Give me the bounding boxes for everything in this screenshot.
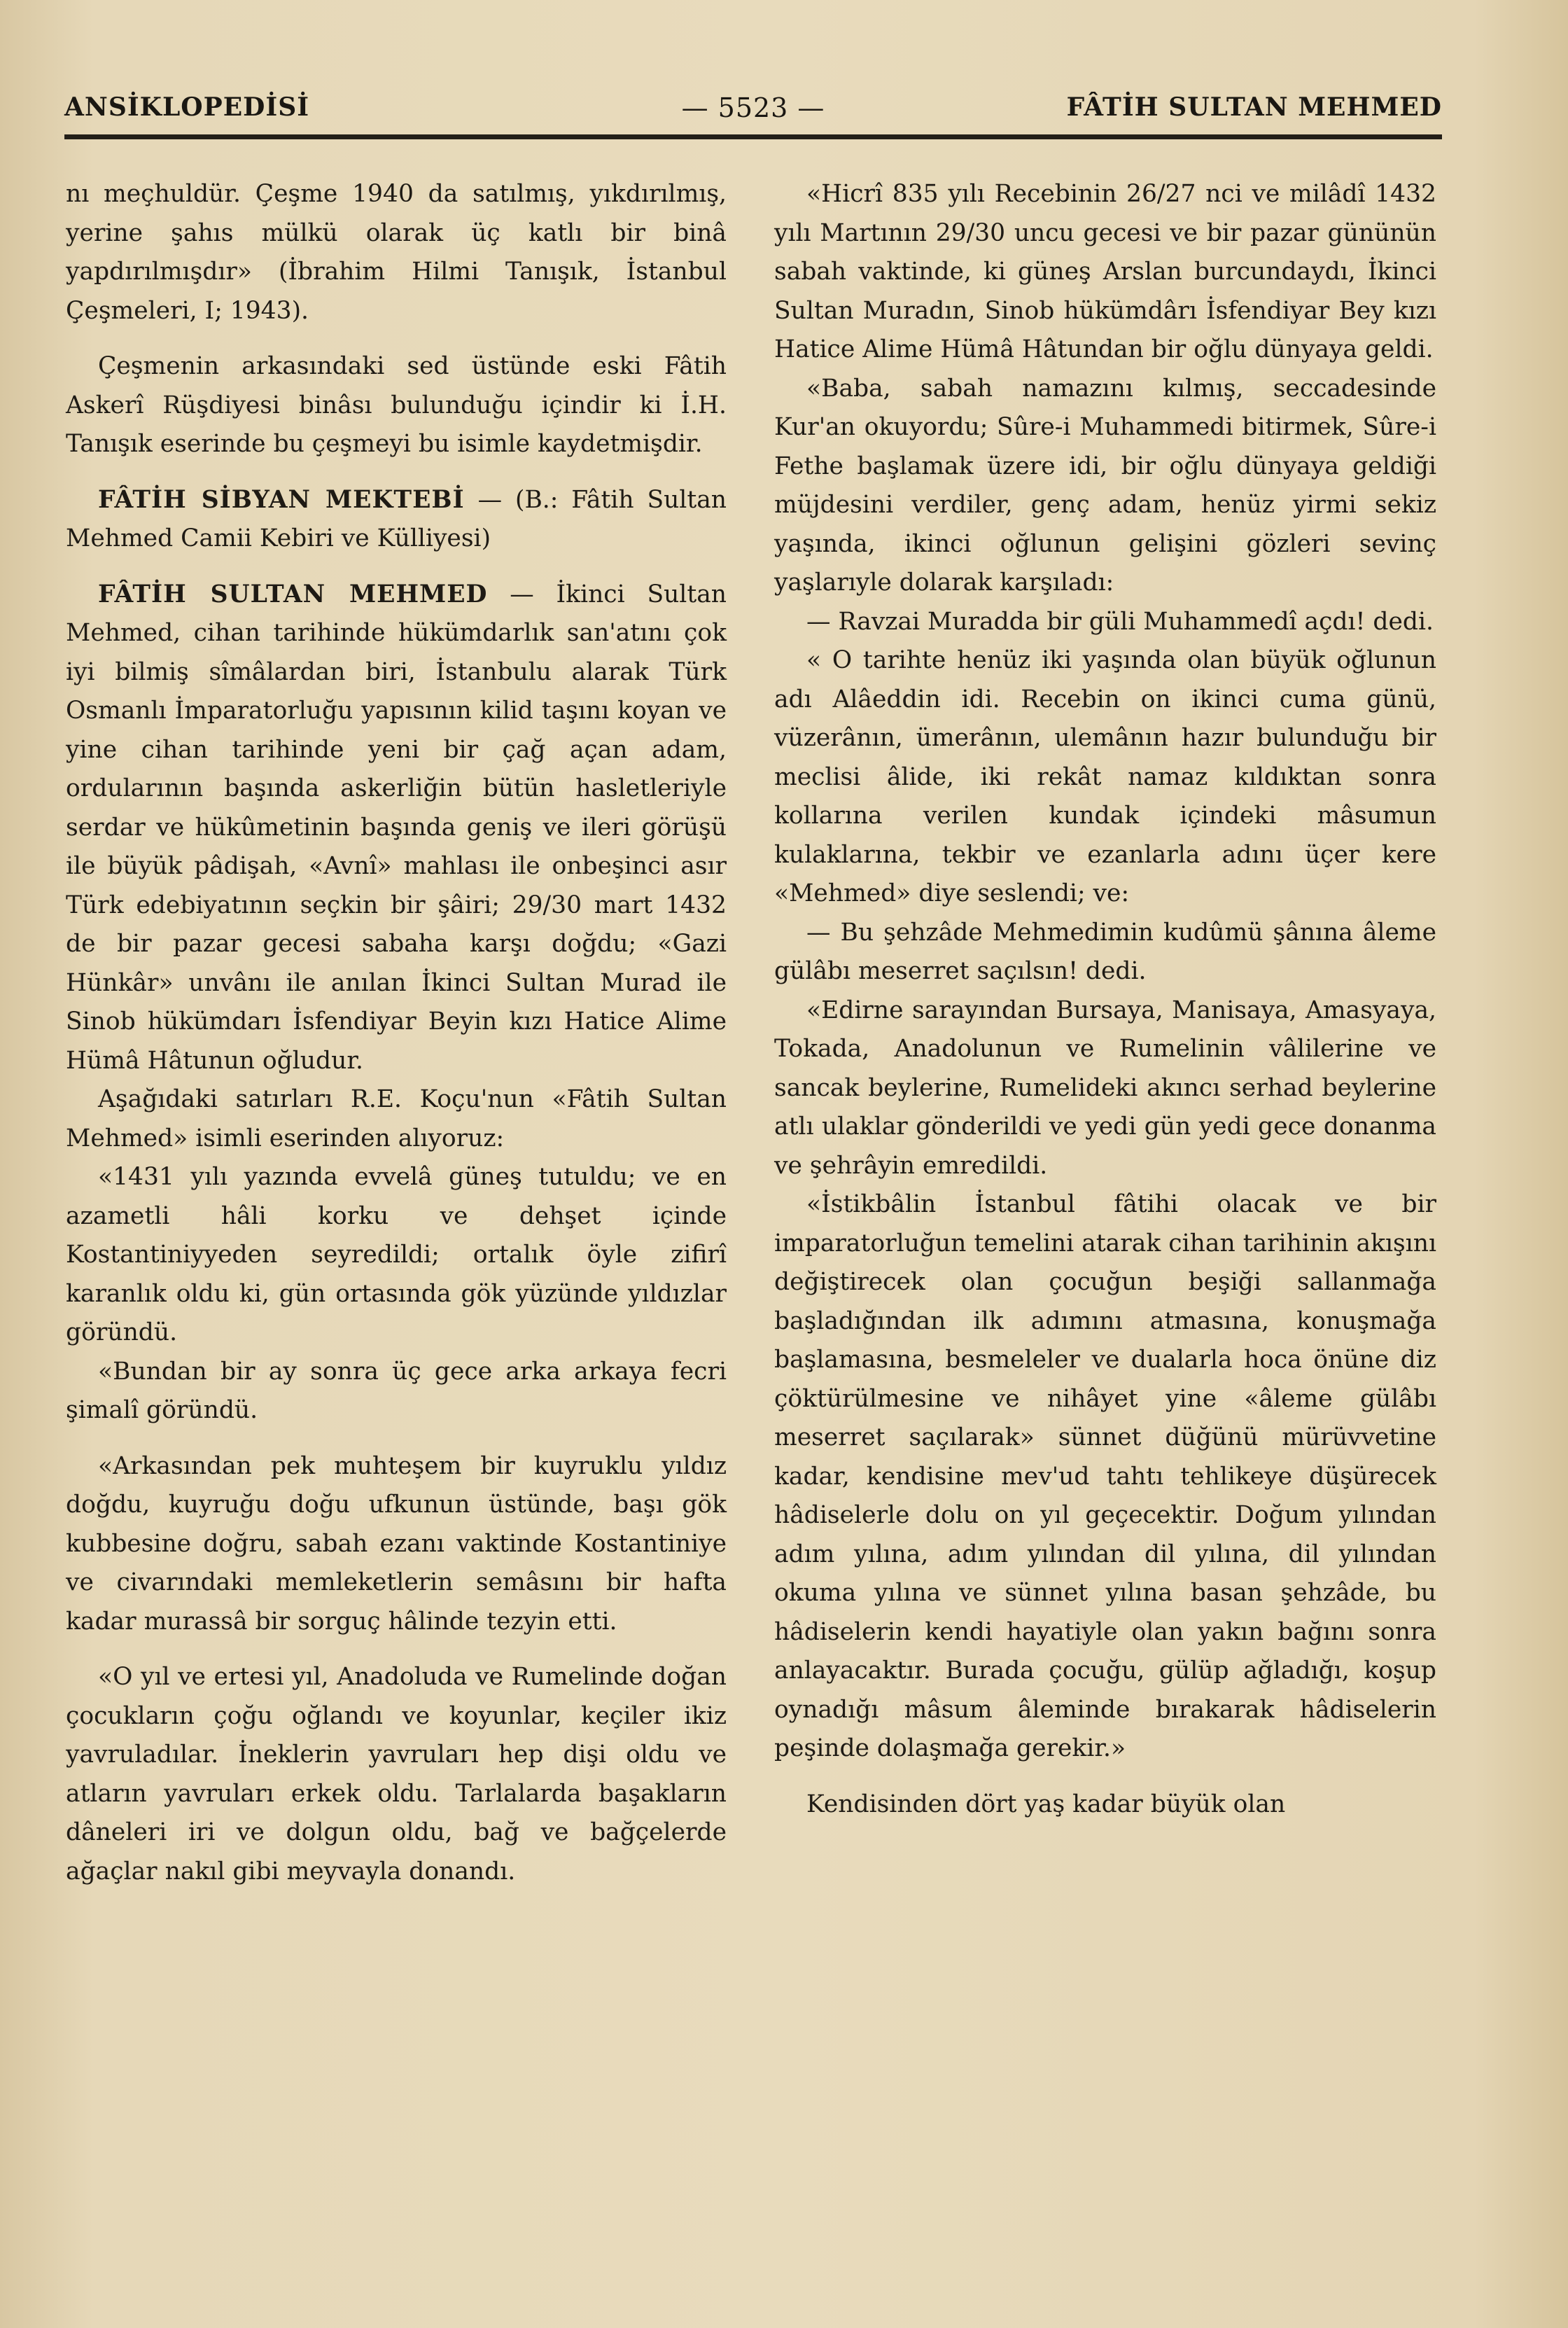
header-encyclopedia-title: ANSİKLOPEDİSİ	[64, 92, 310, 122]
paragraph: — Ravzai Muradda bir güli Muhammedî açdı! dedi.	[806, 607, 1434, 636]
left-column	[66, 175, 727, 1891]
entry-heading: FÂTİH SİBYAN MEKTEBİ	[98, 485, 465, 514]
paragraph: «1431 yılı yazında evvelâ güneş tutuldu; ve en azametli hâli korku ve dehşet içinde Kostantiniyyeden seyredildi; ortalık öyle zifirî karanlık oldu ki, gün ortasında gök yüzünde yıldızlar göründü.	[66, 1163, 727, 1346]
paragraph: nı meçhuldür. Çeşme 1940 da satılmış, yıkdırılmış, yerine şahıs mülkü olarak üç katlı bir binâ yapdırılmışdır» (İbrahim Hilmi Tanışık, İstanbul Çeşmeleri, I; 1943).	[66, 180, 727, 325]
header-rule	[64, 134, 1442, 139]
paragraph: Çeşmenin arkasındaki sed üstünde eski Fâtih Askerî Rüşdiyesi binâsı bulunduğu içindir ki İ.H. Tanışık eserinde bu çeşmeyi bu isimle kaydetmişdir.	[66, 352, 727, 458]
header-entry-title: FÂTİH SULTAN MEHMED	[1066, 92, 1442, 122]
paragraph: «O yıl ve ertesi yıl, Anadoluda ve Rumelinde doğan çocukların çoğu oğlandı ve koyunlar, keçiler ikiz yavruladılar. İneklerin yavruları hep dişi oldu ve atların yavruları erkek oldu. Tarlalarda başakların dâneleri iri ve dolgun oldu, bağ ve bağçelerde ağaçlar nakıl gibi meyvayla donandı.	[66, 1663, 727, 1886]
paragraph: «Hicrî 835 yılı Recebinin 26/27 nci ve milâdî 1432 yılı Martının 29/30 uncu gecesi ve bir pazar gününün sabah vaktinde, ki güneş Arslan burcundaydı, İkinci Sultan Muradın, Sinob hükümdârı İsfendiyar Bey kızı Hatice Alime Hümâ Hâtundan bir oğlu dünyaya geldi.	[774, 180, 1436, 363]
entry-sibyan-mektebi	[66, 481, 727, 559]
entry-fatih-sultan-mehmed	[66, 576, 727, 1081]
entry-text: — İkinci Sultan Mehmed, cihan tarihinde hükümdarlık san'atını çok iyi bilmiş sîmâlardan biri, İstanbulu alarak Türk Osmanlı İmparatorluğu yapısının kilid taşını koyan ve yine cihan tarihinde yeni bir çağ açan adam, ordularının başında askerliğin bütün hasletleriyle serdar ve hükûmetinin başında geniş ve ileri görüşü ile büyük pâdişah, «Avnî» mahlası ile onbeşinci asır Türk edebiyatının seçkin bir şâiri; 29/30 mart 1432 de bir pazar gecesi sabaha karşı doğdu; «Gazi Hünkâr» unvânı ile anılan İkinci Sultan Murad ile Sinob hükümdarı İsfendiyar Beyin kızı Hatice Alime Hümâ Hâtunun oğludur.	[66, 580, 727, 1075]
paragraph: «Edirne sarayından Bursaya, Manisaya, Amasyaya, Tokada, Anadolunun ve Rumelinin vâlilerine ve sancak beylerine, Rumelideki akıncı serhad beylerine atlı ulaklar gönderildi ve yedi gün yedi gece donanma ve şehrâyin emredildi.	[774, 996, 1436, 1180]
paragraph: Kendisinden dört yaş kadar büyük olan	[806, 1790, 1286, 1818]
paragraph: «Arkasından pek muhteşem bir kuyruklu yıldız doğdu, kuyruğu doğu ufkunun üstünde, başı gök kubbesine doğru, sabah ezanı vaktinde Kostantiniye ve civarındaki memleketlerin semâsını bir hafta kadar murassâ bir sorguç hâlinde tezyin etti.	[66, 1451, 727, 1636]
entry-heading: FÂTİH SULTAN MEHMED	[98, 580, 488, 608]
paragraph: « O tarihte henüz iki yaşında olan büyük oğlunun adı Alâeddin idi. Recebin on ikinci cuma günü, vüzerânın, ümerânın, ulemânın hazır bulunduğu bir meclisi âlide, iki rekât namaz kıldıktan sonra kollarına verilen kundak içindeki mâsumun kulaklarına, tekbir ve ezanlarla adını üçer kere «Mehmed» diye seslendi; ve:	[774, 646, 1436, 907]
paragraph: Aşağıdaki satırları R.E. Koçu'nun «Fâtih Sultan Mehmed» isimli eserinden alıyoruz:	[66, 1085, 727, 1152]
entry-text: — (B.: Fâtih Sultan Mehmed Camii Kebiri ve Külliyesi)	[66, 485, 727, 552]
page-number: — 5523 —	[681, 92, 825, 123]
paragraph: — Bu şehzâde Mehmedimin kudûmü şânına âleme gülâbı meserret saçılsın! dedi.	[774, 918, 1436, 985]
paragraph: «Bundan bir ay sonra üç gece arka arkaya fecri şimalî göründü.	[66, 1357, 727, 1424]
paragraph: «İstikbâlin İstanbul fâtihi olacak ve bir imparatorluğun temelini atarak cihan tarihinin akışını değiştirecek olan çocuğun beşiği sallanmağa başladığından ilk adımını atmasına, konuşmağa başlamasına, besmeleler ve dualarla hoca önüne diz çöktürülmesine ve nihâyet yine «âleme gülâbı meserret saçılarak» sünnet düğünü mürüvvetine kadar, kendisine mev'ud tahtı tehlikeye düşürecek hâdiselerle dolu on yıl geçecektir. Doğum yılından adım yılına, adım yılından dil yılına, dil yılından okuma yılına ve sünnet yılına basan şehzâde, bu hâdiselerin kendi hayatiyle olan yakın bağını sonra anlayacaktır. Burada çocuğu, gülüp ağladığı, koşup oynadığı mâsum âleminde bırakarak hâdiselerin peşinde dolaşmağa gerekir.»	[774, 1190, 1436, 1762]
paragraph: «Baba, sabah namazını kılmış, seccadesinde Kur'an okuyordu; Sûre-i Muhammedi bitirmek, Sûre-i Fethe başlamak üzere idi, bir oğlu dünyaya geldiği müjdesini verdiler, genç adam, henüz yirmi sekiz yaşında, ikinci oğlunun gelişini gözleri sevinç yaşlarıyle dolarak karşıladı:	[774, 374, 1436, 597]
right-column	[774, 175, 1436, 1824]
